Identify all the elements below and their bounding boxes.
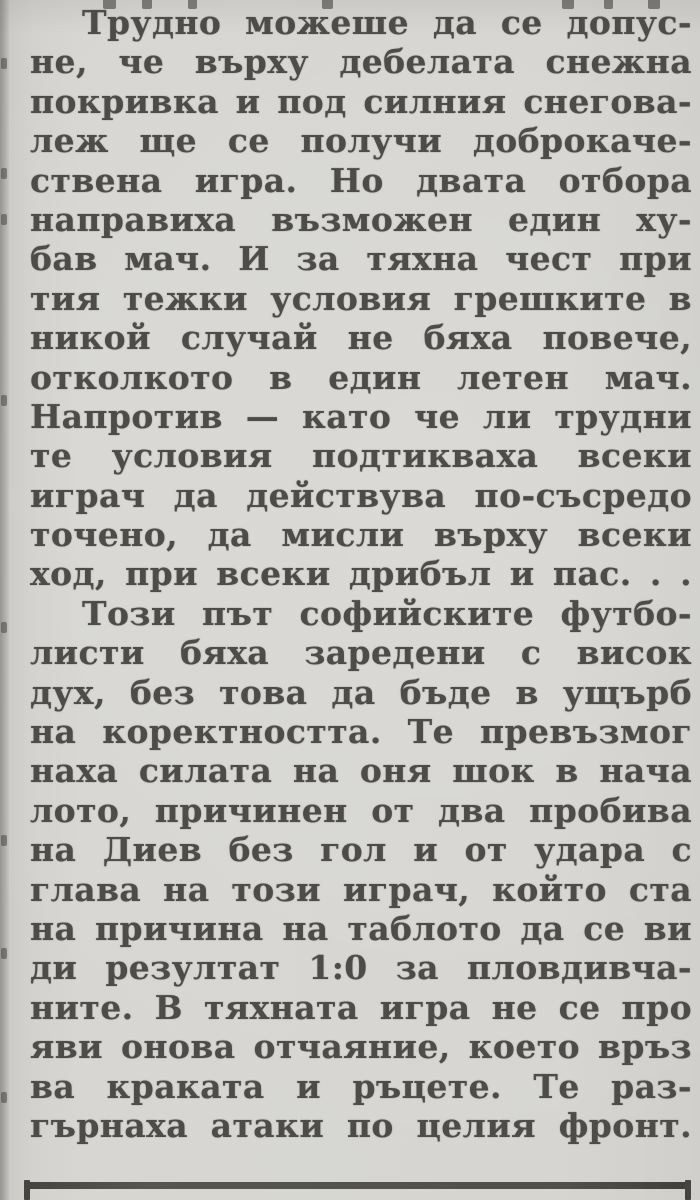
- scan-smudge: [1, 622, 7, 633]
- text-line: тия тежки условия грешките в: [30, 278, 692, 318]
- text-line: отколкото в един летен мач.: [30, 357, 692, 397]
- text-line: леж ще се получи доброкаче-: [30, 121, 692, 161]
- scan-smudge: [1, 58, 7, 69]
- text-line: ди резултат 1:0 за пловдивча-: [30, 948, 692, 988]
- article-text-column: [30, 3, 692, 1145]
- rule-end-cap: [685, 1180, 691, 1200]
- text-line: гърнаха атаки по целия фронт.: [30, 1105, 692, 1145]
- text-line: наха силата на оня шок в нача: [30, 751, 692, 791]
- text-line: на Диев без гол и от удара с: [30, 830, 692, 870]
- text-line: не, че върху дебелата снежна: [30, 42, 692, 82]
- left-edge-artifact: [0, 0, 9, 1200]
- text-line: на коректността. Те превъзмог: [30, 712, 692, 752]
- text-line: никой случай не бяха повече,: [30, 318, 692, 358]
- text-line: покривка и под силния снегова-: [30, 81, 692, 121]
- text-line: играч да действува по-съсредо: [30, 475, 692, 515]
- text-line: дух, без това да бъде в ущърб: [30, 672, 692, 712]
- scan-smudge: [1, 1092, 7, 1103]
- text-line: листи бяха заредени с висок: [30, 633, 692, 673]
- text-line: на причина на таблото да се ви: [30, 908, 692, 948]
- text-line: яви онова отчаяние, което връз: [30, 1027, 692, 1067]
- text-line: Напротив — като че ли трудни: [30, 396, 692, 436]
- text-line: ните. В тяхната игра не се про: [30, 987, 692, 1027]
- scan-smudge: [1, 835, 7, 846]
- text-line: точено, да мисли върху всеки: [30, 515, 692, 555]
- text-line: ва краката и ръцете. Те раз-: [30, 1066, 692, 1106]
- text-line: направиха възможен един ху-: [30, 199, 692, 239]
- text-line: лото, причинен от два пробива: [30, 790, 692, 830]
- scan-smudge: [1, 948, 7, 959]
- column-bottom-rule: [25, 1182, 690, 1189]
- scan-smudge: [1, 168, 7, 179]
- text-line: глава на този играч, който ста: [30, 869, 692, 909]
- scan-smudge: [1, 395, 7, 406]
- text-line: ствена игра. Но двата отбора: [30, 160, 692, 200]
- scan-smudge: [1, 214, 7, 225]
- text-line: Този път софийските футбо-: [82, 593, 692, 633]
- text-line: бав мач. И за тяхна чест при: [30, 239, 692, 279]
- text-line: ход, при всеки дрибъл и пас. . .: [30, 554, 692, 594]
- rule-end-cap: [24, 1180, 30, 1200]
- text-line: те условия подтикваха всеки: [30, 436, 692, 476]
- text-line: Трудно можеше да се допус-: [82, 3, 692, 42]
